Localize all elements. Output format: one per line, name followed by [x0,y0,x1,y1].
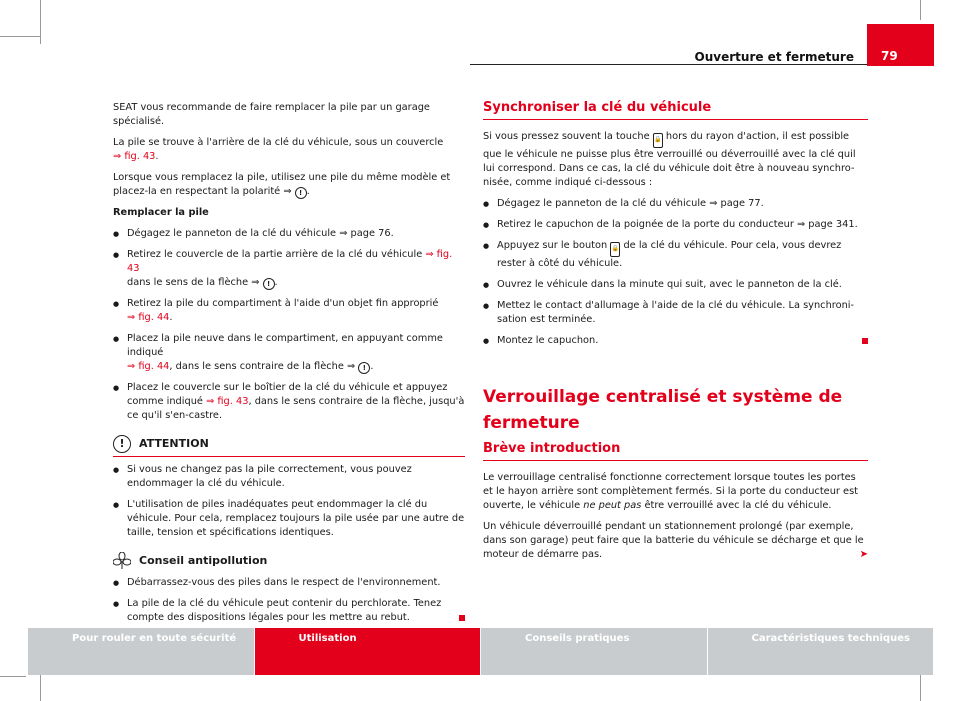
list-item: ● Placez le couvercle sur le boîtier de la clé du véhicule et appuyez comme indiqué ⇒ fig. 43, dans le sens contraire de la flèche, jusqu'à ce qu'il s'en-castre. [113,381,465,423]
attention-title: ATTENTION [139,437,209,450]
tab-operation[interactable]: Utilisation [255,628,481,675]
lock-key-icon: 🔒 [653,133,663,148]
figure-link[interactable]: ⇒ fig. 44 [127,361,170,372]
eco-title: Conseil antipollution [139,554,268,567]
list-item: ● Placez la pile neuve dans le compartiment, en appuyant comme indiqué ⇒ fig. 44, dans le sens contraire de la flèche ⇒ ! . [113,332,465,374]
tab-safety[interactable]: Pour rouler en toute sécurité [28,628,254,675]
crop-mark [0,36,40,37]
figure-link[interactable]: ⇒ fig. 43 [113,151,156,162]
section-heading: Synchroniser la clé du véhicule [483,101,868,120]
lock-key-icon: 🔒 [610,242,620,257]
figure-link[interactable]: ⇒ fig. 43 [127,249,453,274]
warning-icon: ! [263,278,275,290]
list-item: ● L'utilisation de piles inadéquates peut endommager la clé du véhicule. Pour cela, remplacez toujours la pile usée par une autre de taille, tension et spécifications identiques. [113,498,465,540]
list-item: ● Dégagez le panneton de la clé du véhicule ⇒ page 77. [483,197,868,211]
section-end-marker [862,338,868,344]
paragraph: Lorsque vous remplacez la pile, utilisez une pile du même modèle et placez-la en respectant la polarité ⇒ ! . [113,172,451,197]
crop-mark [920,672,921,701]
warning-icon: ! [113,435,131,453]
figure-link[interactable]: ⇒ fig. 43 [206,396,249,407]
crop-mark [40,672,41,701]
list-item: ● Dégagez le panneton de la clé du véhicule ⇒ page 76. [113,227,465,241]
leaf-icon [113,552,131,570]
figure-link[interactable]: ⇒ fig. 44 [127,312,170,323]
list-item: ● Débarrassez-vous des piles dans le respect de l'environnement. [113,576,465,590]
list-item: ● Retirez le couvercle de la partie arrière de la clé du véhicule ⇒ fig. 43 dans le sens de la flèche ⇒ ! . [113,248,465,290]
list-item: ● Retirez la pile du compartiment à l'aide d'un objet fin approprié ⇒ fig. 44. [113,297,465,325]
paragraph: Si vous pressez souvent la touche 🔒 hors du rayon d'action, il est possible que le véhicule ne puisse plus être verrouillé ou déverrouillé avec la clé quil lui correspond. Dans ce cas, la clé du véhicule doit être à nouveau synchro-nisée, comme indiqué ci-dessous : [483,131,856,188]
paragraph: Un véhicule déverrouillé pendant un stationnement prolongé (par exemple, dans son garage) peut faire que la batterie du véhicule se décharge et que le moteur de démarre pas. ➤ [483,521,868,560]
chapter-heading: Verrouillage centralisé et système de fermeture [483,387,843,433]
header-rule [470,64,880,65]
eco-header [113,552,465,570]
list-item: ● La pile de la clé du véhicule peut contenir du perchlorate. Tenez compte des dispositions légales pour les mettre au rebut. [113,597,465,625]
list-item: ● Appuyez sur le bouton 🔒 de la clé du véhicule. Pour cela, vous devrez rester à côté du véhicule. [483,239,868,271]
list-item: ● Si vous ne changez pas la pile correctement, vous pouvez endommager la clé du véhicule. [113,463,465,491]
list-item: ● Retirez le capuchon de la poignée de la porte du conducteur ⇒ page 341. [483,218,868,232]
attention-header [113,435,465,457]
tab-technical-data[interactable]: Caractéristiques techniques [708,628,934,675]
continue-arrow-icon: ➤ [859,549,868,560]
footer-nav [28,628,934,675]
subheading: Remplacer la pile [113,207,209,218]
section-heading: Brève introduction [483,442,868,461]
section-end-marker [459,615,465,621]
paragraph: Le verrouillage centralisé fonctionne correctement lorsque toutes les portes et le hayon arrière sont complètement fermés. Si la porte du conducteur est ouverte, le véhicule ne peut pas être verrouillé avec la clé du véhicule. [483,472,859,511]
list-item: ● Montez le capuchon. [483,334,868,348]
list-item: ● Ouvrez le véhicule dans la minute qui suit, avec le panneton de la clé. [483,278,868,292]
left-column [113,101,465,632]
warning-icon: ! [295,187,307,199]
list-item: ● Mettez le contact d'allumage à l'aide de la clé du véhicule. La synchroni-sation est terminée. [483,299,868,327]
running-header: Ouverture et fermeture [694,50,854,64]
crop-mark [920,0,921,20]
tab-practical-tips[interactable]: Conseils pratiques [481,628,707,675]
crop-mark [40,0,41,44]
paragraph: La pile se trouve à l'arrière de la clé du véhicule, sous un couvercle ⇒ fig. 43. [113,137,444,162]
page-number: 79 [867,24,934,66]
warning-icon: ! [358,362,370,374]
crop-mark [0,676,26,677]
paragraph: SEAT vous recommande de faire remplacer la pile par un garage spécialisé. [113,102,430,127]
right-column [483,101,868,569]
